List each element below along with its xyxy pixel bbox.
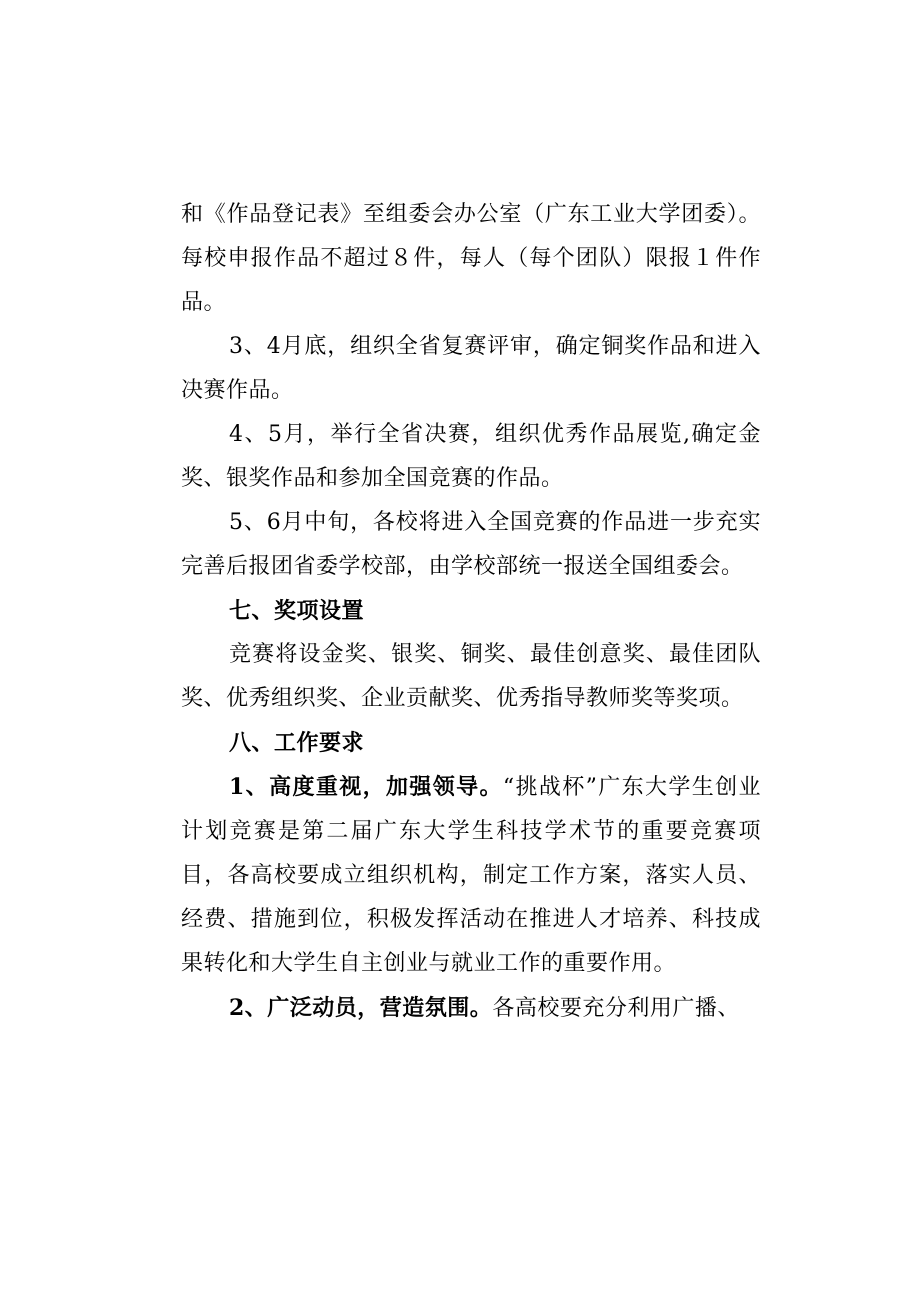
section-heading-requirements: 八、工作要求 <box>229 730 365 756</box>
section-heading-awards: 七、奖项设置 <box>229 598 365 624</box>
requirement-1-body: “挑战杯”广东大学生创业计划竞赛是第二届广东大学生科技学术节的重要竞赛项目，各高校要成立组织机构，制定工作方案，落实人员、经费、措施到位，积极发挥活动在推进人才培养、科技成果转化和大学生自主创业与就业工作的重要作用。 <box>181 775 761 976</box>
paragraph-awards: 竞赛将设金奖、银奖、铜奖、最佳创意奖、最佳团队奖、优秀组织奖、企业贡献奖、优秀指导教师奖等奖项。 <box>181 642 761 711</box>
paragraph-requirement-1 <box>181 765 761 986</box>
paragraph-step-3: 3、4月底，组织全省复赛评审，确定铜奖作品和进入决赛作品。 <box>181 334 761 403</box>
paragraph-step-5: 5、6月中旬，各校将进入全国竞赛的作品进一步充实完善后报团省委学校部，由学校部统一报送全国组委会。 <box>181 510 761 579</box>
requirement-1-lead: 1、高度重视，加强领导。 <box>229 774 503 800</box>
paragraph-step-4: 4、5月，举行全省决赛，组织优秀作品展览,确定金奖、银奖作品和参加全国竞赛的作品。 <box>181 422 761 491</box>
requirement-2-body: 各高校要充分利用广播、 <box>492 996 740 1021</box>
requirement-2-lead: 2、广泛动员，营造氛围。 <box>229 995 493 1021</box>
paragraph-submission-continued: 和《作品登记表》至组委会办公室（广东工业大学团委）。每校申报作品不超过８件，每人（每个团队）限报１件作品。 <box>181 202 761 315</box>
document-page <box>181 193 761 1031</box>
paragraph-requirement-2 <box>181 986 761 1031</box>
